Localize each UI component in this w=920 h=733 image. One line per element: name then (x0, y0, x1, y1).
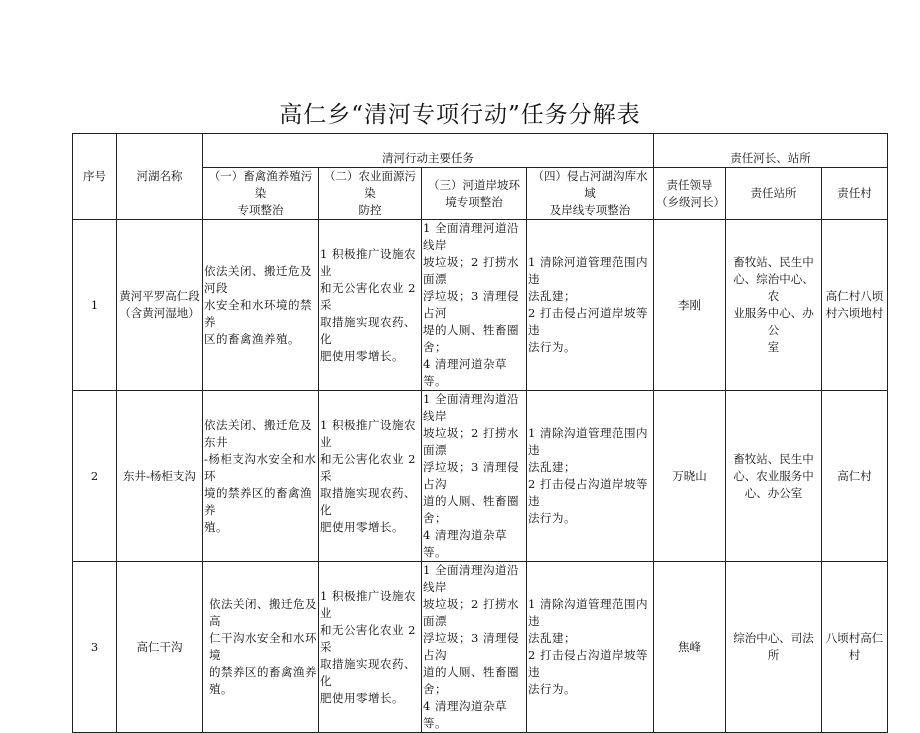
cell-line: 室 (767, 340, 780, 354)
cell-line: （含黄河湿地） (119, 306, 200, 320)
cell-line: 道的人厕、牲畜圈舍； (423, 665, 519, 696)
cell-line: 法行为。 (528, 682, 576, 696)
cell-line: 心、农业服务中 (733, 468, 814, 483)
cell-line: 综治中心、司法所 (733, 631, 814, 662)
cell-line: 肥使用零增长。 (320, 519, 404, 534)
cell-line: 4 清理河道杂草等。 (423, 357, 507, 388)
cell-line: 和无公害化农业 2 采 (320, 622, 416, 654)
row-task-4 (527, 220, 654, 391)
cell-line: 坡垃圾；2 打捞水面漂 (423, 255, 519, 286)
cell-line: 境的禁养区的畜禽渔养 (204, 485, 312, 517)
row-task-2 (319, 562, 422, 733)
cell-line: 浮垃圾；3 清理侵占沟 (423, 631, 519, 662)
row-village (822, 220, 888, 391)
header-task-4 (527, 168, 654, 220)
cell-line: （三）河道岸坡环 (428, 177, 520, 192)
cell-line: 心、办公室 (744, 485, 803, 500)
cell-line: 4 清理沟道杂草等。 (423, 699, 507, 730)
cell-line: 浮垃圾；3 清理侵占沟 (423, 460, 519, 491)
cell-line: 1 清除河道管理范围内违 (528, 255, 648, 286)
cell-line: 取措施实现农药、化 (320, 314, 416, 346)
page-title: 高仁乡“清河专项行动”任务分解表 (279, 102, 641, 128)
header-resp-group: 责任河长、站所 (654, 134, 888, 168)
cell-line: 高仁村八顷 (825, 289, 884, 303)
row-station (726, 391, 822, 562)
row-task-1 (203, 220, 319, 391)
cell-line: 责任领导 (666, 177, 713, 192)
cell-line: 畜牧站、民生中 (733, 255, 814, 269)
cell-line: 高仁村 (837, 468, 872, 483)
cell-line: 浮垃圾；3 清理侵占河 (423, 289, 519, 320)
cell-line: 境专项整治 (445, 194, 503, 209)
cell-line: 1 积极推广设施农业 (320, 588, 416, 620)
header-village: 责任村 (822, 168, 888, 220)
cell-line: 取措施实现农药、化 (320, 485, 416, 517)
cell-line: 肥使用零增长。 (320, 348, 404, 363)
header-task-1 (203, 168, 319, 220)
row-seq: 3 (73, 562, 117, 733)
cell-line: 区的畜禽渔养殖。 (204, 331, 300, 346)
cell-line: 1 全面清理河道沿线岸 (423, 221, 519, 252)
cell-line: 4 清理沟道杂草等。 (423, 528, 507, 559)
cell-line: 依法关闭、搬迁危及东井 (204, 417, 312, 449)
cell-line: （二）农业面源污染 (324, 169, 416, 200)
cell-line: 1 清除沟道管理范围内违 (528, 426, 648, 457)
cell-line: 黄河平罗高仁段 (119, 289, 200, 303)
cell-line: （一）畜禽渔养殖污染 (208, 169, 313, 200)
row-task-3 (422, 220, 527, 391)
row-leader: 李刚 (654, 220, 726, 391)
cell-line: 专项整治 (237, 203, 284, 217)
row-task-2 (319, 391, 422, 562)
cell-line: 依法关闭、搬迁危及高 (209, 597, 317, 628)
cell-line: （四）侵占河湖沟库水域 (532, 169, 648, 200)
cell-line: 2 打击侵占沟道岸坡等违 (528, 477, 648, 508)
cell-line: 依法关闭、搬迁危及河段 (204, 263, 312, 295)
cell-line: 和无公害化农业 2 采 (320, 280, 416, 312)
cell-line: -杨柜支沟水安全和水环 (204, 451, 317, 483)
cell-line: 2 打击侵占河道岸坡等违 (528, 306, 648, 337)
cell-line: 肥使用零增长。 (320, 690, 404, 705)
cell-line: （乡级河长） (656, 194, 725, 209)
task-table (72, 133, 888, 733)
table-row (73, 220, 888, 391)
row-river (117, 562, 203, 733)
row-task-1 (203, 562, 319, 733)
cell-line: 心、综治中心、农 (733, 272, 814, 303)
cell-line: 坡垃圾；2 打捞水面漂 (423, 426, 519, 457)
header-river: 河湖名称 (117, 134, 203, 220)
cell-line: 1 全面清理沟道沿线岸 (423, 563, 519, 594)
row-seq: 2 (73, 391, 117, 562)
cell-line: 法乱建； (528, 460, 576, 474)
cell-line: 1 全面清理沟道沿线岸 (423, 392, 519, 423)
row-village (822, 562, 888, 733)
cell-line: 水安全和水环境的禁养 (204, 297, 312, 329)
row-task-3 (422, 391, 527, 562)
cell-line: 畜牧站、民生中 (733, 451, 814, 466)
cell-line: 1 积极推广设施农业 (320, 417, 416, 449)
header-station: 责任站所 (726, 168, 822, 220)
cell-line: 1 积极推广设施农业 (320, 246, 416, 278)
cell-line: 村 (848, 648, 861, 662)
header-leader (654, 168, 726, 220)
cell-line: 法乱建； (528, 289, 576, 303)
row-seq: 1 (73, 220, 117, 391)
cell-line: 道的人厕、牲畜圈舍； (423, 494, 519, 525)
row-village (822, 391, 888, 562)
header-task-3 (422, 168, 527, 220)
cell-line: 高仁干沟 (136, 639, 183, 654)
row-river (117, 391, 203, 562)
row-task-4 (527, 391, 654, 562)
cell-line: 的禁养区的畜禽渔养殖。 (209, 665, 317, 696)
cell-line: 2 打击侵占沟道岸坡等违 (528, 648, 648, 679)
header-task-2 (319, 168, 422, 220)
row-river (117, 220, 203, 391)
row-task-4 (527, 562, 654, 733)
cell-line: 八顷村高仁 (825, 631, 884, 645)
table-row (73, 562, 888, 733)
cell-line: 1 清除沟道管理范围内违 (528, 597, 648, 628)
cell-line: 防控 (358, 203, 382, 217)
cell-line: 村六顷地村 (825, 306, 884, 320)
row-leader: 焦峰 (654, 562, 726, 733)
cell-line: 业服务中心、办公 (733, 306, 814, 337)
row-station (726, 220, 822, 391)
table-row (73, 391, 888, 562)
row-task-2 (319, 220, 422, 391)
row-leader: 万晓山 (654, 391, 726, 562)
row-task-3 (422, 562, 527, 733)
cell-line: 法行为。 (528, 511, 576, 525)
cell-line: 和无公害化农业 2 采 (320, 451, 416, 483)
cell-line: 殖。 (204, 519, 228, 534)
cell-line: 仁干沟水安全和水环境 (209, 631, 317, 662)
cell-line: 取措施实现农药、化 (320, 656, 416, 688)
header-main-tasks: 清河行动主要任务 (203, 134, 654, 168)
row-station (726, 562, 822, 733)
row-task-1 (203, 391, 319, 562)
header-seq: 序号 (73, 134, 117, 220)
cell-line: 法行为。 (528, 340, 576, 354)
cell-line: 法乱建； (528, 631, 576, 645)
cell-line: 及岸线专项整治 (549, 203, 631, 217)
cell-line: 堤的人厕、牲畜圈舍； (423, 323, 519, 354)
cell-line: 东井-杨柜支沟 (123, 468, 196, 483)
cell-line: 坡垃圾；2 打捞水面漂 (423, 597, 519, 628)
